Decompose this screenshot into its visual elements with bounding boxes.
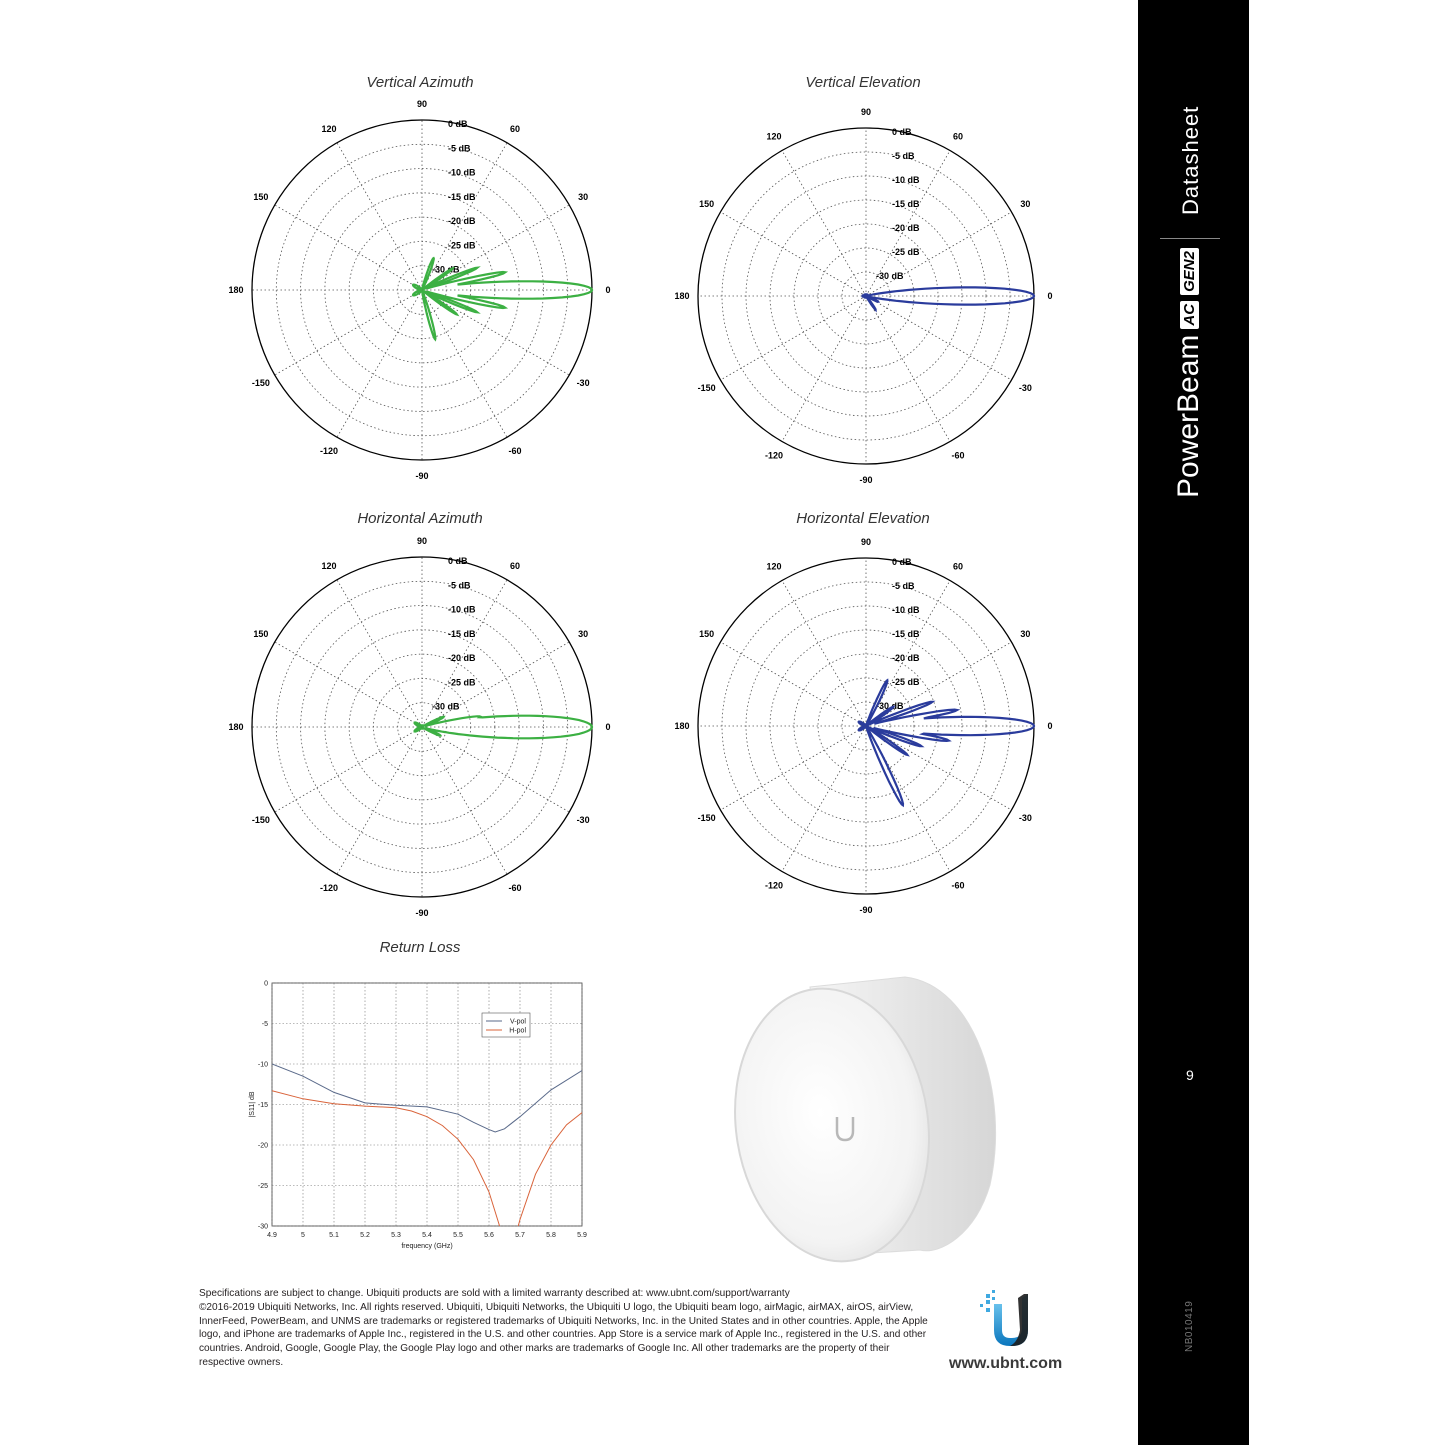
db-label: -10 dB bbox=[448, 167, 476, 178]
y-tick-label: 0 bbox=[264, 980, 268, 988]
x-tick-label: 5.7 bbox=[515, 1232, 525, 1239]
angle-label: 30 bbox=[1020, 199, 1031, 209]
angle-label: -150 bbox=[697, 383, 716, 393]
angle-label: -60 bbox=[951, 880, 965, 891]
angle-label: 180 bbox=[674, 721, 690, 731]
db-label: 0 dB bbox=[448, 556, 468, 566]
angle-label: 0 bbox=[1047, 721, 1053, 731]
ubiquiti-logo bbox=[980, 1290, 1040, 1350]
db-label: -5 dB bbox=[448, 580, 471, 591]
document-code: NB010419 bbox=[1184, 1300, 1195, 1352]
angle-label: -150 bbox=[251, 378, 270, 388]
ac-badge: AC bbox=[1180, 301, 1199, 329]
db-label: -10 dB bbox=[892, 605, 920, 615]
angle-label: 120 bbox=[321, 123, 337, 134]
angle-label: 60 bbox=[509, 560, 521, 571]
angle-label: -120 bbox=[319, 446, 339, 457]
angle-label: 180 bbox=[228, 722, 244, 732]
x-tick-label: 5.2 bbox=[360, 1232, 370, 1239]
y-tick-label: -10 bbox=[257, 1061, 268, 1069]
product-name-text: PowerBeam bbox=[1172, 334, 1205, 498]
db-label: -30 dB bbox=[432, 701, 460, 712]
angle-label: 90 bbox=[860, 537, 872, 547]
db-label: -10 dB bbox=[448, 604, 476, 615]
gen2-badge: GEN2 bbox=[1180, 248, 1199, 295]
angle-label: -90 bbox=[859, 475, 873, 485]
horizontal-elevation-title: Horizontal Elevation bbox=[796, 510, 930, 527]
angle-label: -120 bbox=[319, 883, 339, 894]
angle-label: 0 bbox=[1047, 291, 1053, 301]
return-loss-chart bbox=[240, 975, 600, 1260]
angle-label: 150 bbox=[699, 199, 715, 209]
vertical-azimuth-title: Vertical Azimuth bbox=[366, 74, 474, 91]
angle-label: -30 bbox=[576, 378, 590, 388]
section-label: Datasheet bbox=[1178, 105, 1203, 215]
angle-label: -150 bbox=[251, 815, 270, 825]
angle-label: 30 bbox=[578, 629, 589, 639]
angle-label: 180 bbox=[674, 291, 690, 301]
db-label: -25 dB bbox=[448, 240, 476, 251]
x-tick-label: 5.3 bbox=[391, 1232, 401, 1239]
angle-label: -150 bbox=[697, 813, 716, 823]
y-tick-label: -25 bbox=[257, 1183, 268, 1190]
y-tick-label: -30 bbox=[257, 1223, 268, 1231]
y-tick-label: -20 bbox=[257, 1142, 268, 1150]
angle-label: -120 bbox=[764, 880, 784, 891]
angle-label: 60 bbox=[509, 123, 521, 134]
db-label: -5 dB bbox=[892, 151, 915, 161]
powerbeam-dish-image bbox=[720, 965, 1020, 1265]
angle-label: -90 bbox=[415, 471, 429, 481]
angle-label: 150 bbox=[253, 629, 269, 639]
sidebar-divider bbox=[1160, 238, 1220, 239]
angle-label: 150 bbox=[699, 629, 715, 639]
db-label: -20 dB bbox=[448, 216, 476, 227]
db-label: -20 dB bbox=[892, 223, 920, 233]
angle-label: 60 bbox=[952, 561, 964, 572]
db-label: -20 dB bbox=[892, 653, 920, 663]
polar-grid bbox=[698, 558, 1034, 894]
vertical-elevation-title: Vertical Elevation bbox=[805, 74, 921, 91]
db-label: -30 dB bbox=[432, 264, 460, 275]
angle-label: 60 bbox=[952, 131, 964, 142]
angle-label: -60 bbox=[951, 450, 965, 461]
angle-label: -30 bbox=[576, 815, 590, 825]
angle-label: 90 bbox=[416, 536, 428, 546]
angle-label: -120 bbox=[764, 450, 784, 461]
angle-label: -30 bbox=[1018, 383, 1032, 393]
db-label: -15 dB bbox=[448, 628, 476, 639]
angle-label: 0 bbox=[605, 722, 611, 732]
angle-label: 180 bbox=[228, 285, 244, 295]
legend bbox=[482, 1013, 530, 1037]
x-tick-label: 5.4 bbox=[422, 1232, 432, 1239]
db-label: -15 dB bbox=[448, 191, 476, 202]
angle-label: 120 bbox=[766, 561, 782, 572]
legal-line-warranty: Specifications are subject to change. Ubiquiti products are sold with a limited warranty described at: www.ubnt.com/support/warranty bbox=[199, 1288, 790, 1299]
y-tick-label: -15 bbox=[257, 1102, 268, 1109]
db-label: -15 dB bbox=[892, 199, 920, 209]
db-label: 0 dB bbox=[448, 119, 468, 129]
angle-label: 120 bbox=[766, 131, 782, 142]
angle-label: 30 bbox=[1020, 629, 1031, 639]
x-axis-label: frequency (GHz) bbox=[401, 1243, 453, 1250]
angle-label: 0 bbox=[605, 285, 611, 295]
angle-label: 120 bbox=[321, 560, 337, 571]
angle-label: 30 bbox=[578, 192, 589, 202]
angle-label: -90 bbox=[859, 905, 873, 915]
y-axis-label: |S11| dB bbox=[249, 1091, 256, 1118]
db-label: -30 dB bbox=[876, 271, 904, 281]
db-label: -25 dB bbox=[448, 677, 476, 688]
db-label: -25 dB bbox=[892, 677, 920, 687]
x-tick-label: 5.5 bbox=[453, 1232, 463, 1239]
db-label: -15 dB bbox=[892, 629, 920, 639]
horizontal-azimuth-title: Horizontal Azimuth bbox=[357, 510, 483, 527]
legal-line-trademarks: ©2016-2019 Ubiquiti Networks, Inc. All rights reserved. Ubiquiti, Ubiquiti Networks, the Ubiquiti U logo, the Ubiquiti beam logo, airMagic, airMAX, airOS, airView, InnerFeed, PowerBeam, and UNMS are trademarks or registered trademarks of Ubiquiti Networks, Inc. in the United States and in other countries. Apple, the Apple logo, and iPhone are trademarks of Apple Inc., registered in the U.S. and other countries. App Store is a service mark of Apple Inc., registered in the U.S. and other countries. Android, Google, Google Play, the Google Play logo and other marks are trademarks of Google Inc. All other trademarks are the property of their respective owners. bbox=[199, 1301, 928, 1368]
x-tick-label: 5.9 bbox=[577, 1232, 587, 1239]
angle-label: 150 bbox=[253, 192, 269, 202]
sidebar bbox=[1138, 0, 1249, 1445]
db-label: -5 dB bbox=[448, 143, 471, 154]
legend-label: H-pol bbox=[509, 1027, 526, 1035]
angle-label: -90 bbox=[415, 908, 429, 918]
angle-label: 90 bbox=[416, 99, 428, 109]
x-tick-label: 5.1 bbox=[329, 1232, 339, 1239]
x-tick-label: 5.8 bbox=[546, 1232, 556, 1239]
y-tick-label: -5 bbox=[261, 1021, 268, 1028]
x-tick-label: 4.9 bbox=[267, 1232, 277, 1239]
legal-text bbox=[199, 1287, 929, 1370]
db-label: -5 dB bbox=[892, 581, 915, 591]
db-label: -25 dB bbox=[892, 247, 920, 257]
db-label: -20 dB bbox=[448, 653, 476, 664]
db-label: -10 dB bbox=[892, 175, 920, 185]
angle-label: -30 bbox=[1018, 813, 1032, 823]
x-tick-label: 5 bbox=[301, 1232, 305, 1239]
legend-label: V-pol bbox=[510, 1018, 526, 1026]
website-link[interactable]: www.ubnt.com bbox=[949, 1355, 1063, 1372]
page-number: 9 bbox=[1186, 1067, 1194, 1083]
angle-label: -60 bbox=[508, 883, 522, 894]
angle-label: 90 bbox=[860, 107, 872, 117]
x-tick-label: 5.6 bbox=[484, 1232, 494, 1239]
return-loss-title: Return Loss bbox=[379, 939, 461, 956]
product-name bbox=[1172, 248, 1206, 498]
db-label: -30 dB bbox=[876, 701, 904, 711]
db-label: 0 dB bbox=[892, 127, 912, 137]
angle-label: -60 bbox=[508, 446, 522, 457]
db-label: 0 dB bbox=[892, 557, 912, 567]
